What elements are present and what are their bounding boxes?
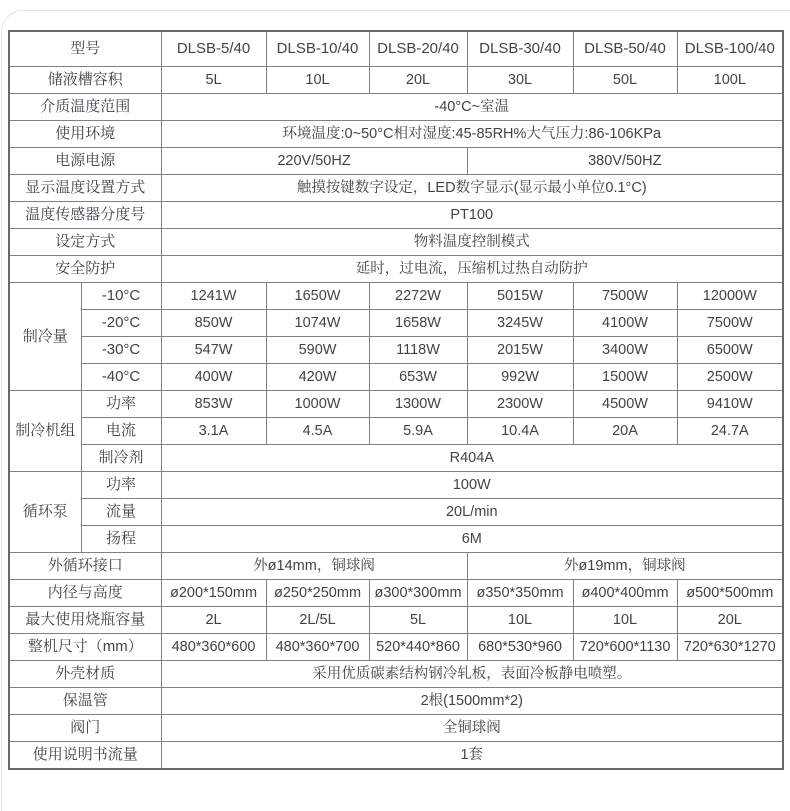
spec-value: 2500W xyxy=(677,364,783,391)
table-row xyxy=(9,661,783,688)
table-row xyxy=(9,526,783,553)
spec-value: ø200*150mm xyxy=(161,580,266,607)
spec-value: 590W xyxy=(266,337,369,364)
spec-value: 20L xyxy=(369,67,467,94)
table-row xyxy=(9,715,783,742)
table-row xyxy=(9,121,783,148)
table-row xyxy=(9,175,783,202)
spec-value: 1074W xyxy=(266,310,369,337)
spec-value: 1套 xyxy=(161,742,783,770)
table-row xyxy=(9,607,783,634)
spec-value: 24.7A xyxy=(677,418,783,445)
sub-label: 流量 xyxy=(81,499,161,526)
spec-value: 680*530*960 xyxy=(467,634,573,661)
spec-value: 2015W xyxy=(467,337,573,364)
table-row xyxy=(9,445,783,472)
row-label: 保温管 xyxy=(9,688,161,715)
table-row xyxy=(9,67,783,94)
spec-value: 10.4A xyxy=(467,418,573,445)
model-header: DLSB-20/40 xyxy=(369,31,467,67)
spec-value: 10L xyxy=(266,67,369,94)
spec-value: 环境温度:0~50°C相对湿度:45-85RH%大气压力:86-106KPa xyxy=(161,121,783,148)
spec-value: 延时，过电流，压缩机过热自动防护 xyxy=(161,256,783,283)
spec-value: 653W xyxy=(369,364,467,391)
table-row xyxy=(9,634,783,661)
row-label: 温度传感器分度号 xyxy=(9,202,161,229)
spec-value: 480*360*600 xyxy=(161,634,266,661)
model-header: DLSB-50/40 xyxy=(573,31,677,67)
sub-label: -30°C xyxy=(81,337,161,364)
sub-label: 制冷剂 xyxy=(81,445,161,472)
table-row xyxy=(9,94,783,121)
row-label: 使用说明书流量 xyxy=(9,742,161,770)
spec-value: 720*600*1130 xyxy=(573,634,677,661)
table-row xyxy=(9,256,783,283)
spec-value: 220V/50HZ xyxy=(161,148,467,175)
table-row xyxy=(9,364,783,391)
spec-value: 10L xyxy=(573,607,677,634)
spec-value: 547W xyxy=(161,337,266,364)
table-row xyxy=(9,310,783,337)
spec-value: PT100 xyxy=(161,202,783,229)
spec-value: ø250*250mm xyxy=(266,580,369,607)
spec-value: 20A xyxy=(573,418,677,445)
row-label: 外壳材质 xyxy=(9,661,161,688)
spec-value: 380V/50HZ xyxy=(467,148,783,175)
table-row xyxy=(9,148,783,175)
group-label: 循环泵 xyxy=(9,472,81,553)
spec-value: 480*360*700 xyxy=(266,634,369,661)
row-label: 介质温度范围 xyxy=(9,94,161,121)
group-label: 制冷机组 xyxy=(9,391,81,472)
spec-value: -40°C~室温 xyxy=(161,94,783,121)
table-row xyxy=(9,472,783,499)
spec-value: 3.1A xyxy=(161,418,266,445)
row-label: 储液槽容积 xyxy=(9,67,161,94)
spec-value: 4500W xyxy=(573,391,677,418)
table-row xyxy=(9,553,783,580)
spec-value: 5L xyxy=(161,67,266,94)
spec-value: 520*440*860 xyxy=(369,634,467,661)
spec-value: 触摸按键数字设定，LED数字显示(显示最小单位0.1°C) xyxy=(161,175,783,202)
model-header: DLSB-10/40 xyxy=(266,31,369,67)
spec-value: 2L/5L xyxy=(266,607,369,634)
sub-label: -20°C xyxy=(81,310,161,337)
spec-value: 外ø19mm，铜球阀 xyxy=(467,553,783,580)
spec-value: 7500W xyxy=(677,310,783,337)
spec-value: R404A xyxy=(161,445,783,472)
row-label: 电源电源 xyxy=(9,148,161,175)
model-header: DLSB-5/40 xyxy=(161,31,266,67)
spec-value: 采用优质碳素结构钢冷轧板，表面冷板静电喷塑。 xyxy=(161,661,783,688)
row-label: 最大使用烧瓶容量 xyxy=(9,607,161,634)
spec-value: 5015W xyxy=(467,283,573,310)
table-row xyxy=(9,391,783,418)
spec-value: ø350*350mm xyxy=(467,580,573,607)
spec-value: 5.9A xyxy=(369,418,467,445)
table-row xyxy=(9,229,783,256)
sub-label: -10°C xyxy=(81,283,161,310)
table-row xyxy=(9,742,783,770)
spec-value: 物料温度控制模式 xyxy=(161,229,783,256)
spec-value: 853W xyxy=(161,391,266,418)
spec-value: 9410W xyxy=(677,391,783,418)
spec-value: 30L xyxy=(467,67,573,94)
sub-label: -40°C xyxy=(81,364,161,391)
row-label: 外循环接口 xyxy=(9,553,161,580)
spec-value: 6500W xyxy=(677,337,783,364)
spec-value: 1658W xyxy=(369,310,467,337)
spec-value: 1000W xyxy=(266,391,369,418)
table-row xyxy=(9,580,783,607)
spec-value: 6M xyxy=(161,526,783,553)
sub-label: 扬程 xyxy=(81,526,161,553)
model-header: DLSB-100/40 xyxy=(677,31,783,67)
sub-label: 电流 xyxy=(81,418,161,445)
spec-value: 992W xyxy=(467,364,573,391)
sub-label: 功率 xyxy=(81,391,161,418)
spec-value: 2300W xyxy=(467,391,573,418)
spec-value: 100W xyxy=(161,472,783,499)
row-label: 显示温度设置方式 xyxy=(9,175,161,202)
row-label: 设定方式 xyxy=(9,229,161,256)
group-label: 制冷量 xyxy=(9,283,81,391)
spec-table-body xyxy=(9,31,783,769)
spec-value: ø400*400mm xyxy=(573,580,677,607)
spec-value: 12000W xyxy=(677,283,783,310)
spec-value: 1300W xyxy=(369,391,467,418)
spec-value: 2272W xyxy=(369,283,467,310)
spec-value: 全铜球阀 xyxy=(161,715,783,742)
spec-value: 4.5A xyxy=(266,418,369,445)
row-label: 使用环境 xyxy=(9,121,161,148)
spec-value: 20L/min xyxy=(161,499,783,526)
spec-value: 1500W xyxy=(573,364,677,391)
sub-label: 功率 xyxy=(81,472,161,499)
model-header: DLSB-30/40 xyxy=(467,31,573,67)
table-row xyxy=(9,337,783,364)
table-row xyxy=(9,499,783,526)
table-row xyxy=(9,31,783,67)
spec-value: 2根(1500mm*2) xyxy=(161,688,783,715)
spec-table xyxy=(8,30,784,770)
spec-value: 420W xyxy=(266,364,369,391)
spec-value: ø500*500mm xyxy=(677,580,783,607)
spec-value: 1650W xyxy=(266,283,369,310)
table-row xyxy=(9,688,783,715)
table-row xyxy=(9,418,783,445)
spec-value: 10L xyxy=(467,607,573,634)
spec-value: 3245W xyxy=(467,310,573,337)
row-label: 型号 xyxy=(9,31,161,67)
row-label: 阀门 xyxy=(9,715,161,742)
spec-value: 5L xyxy=(369,607,467,634)
spec-value: 720*630*1270 xyxy=(677,634,783,661)
spec-value: 3400W xyxy=(573,337,677,364)
spec-value: 2L xyxy=(161,607,266,634)
spec-value: 1118W xyxy=(369,337,467,364)
spec-value: ø300*300mm xyxy=(369,580,467,607)
spec-value: 1241W xyxy=(161,283,266,310)
spec-value: 4100W xyxy=(573,310,677,337)
row-label: 整机尺寸（mm） xyxy=(9,634,161,661)
spec-value: 850W xyxy=(161,310,266,337)
spec-value: 400W xyxy=(161,364,266,391)
spec-value: 50L xyxy=(573,67,677,94)
spec-value: 20L xyxy=(677,607,783,634)
table-row xyxy=(9,283,783,310)
row-label: 安全防护 xyxy=(9,256,161,283)
spec-value: 外ø14mm，铜球阀 xyxy=(161,553,467,580)
table-row xyxy=(9,202,783,229)
spec-value: 100L xyxy=(677,67,783,94)
row-label: 内径与高度 xyxy=(9,580,161,607)
spec-value: 7500W xyxy=(573,283,677,310)
